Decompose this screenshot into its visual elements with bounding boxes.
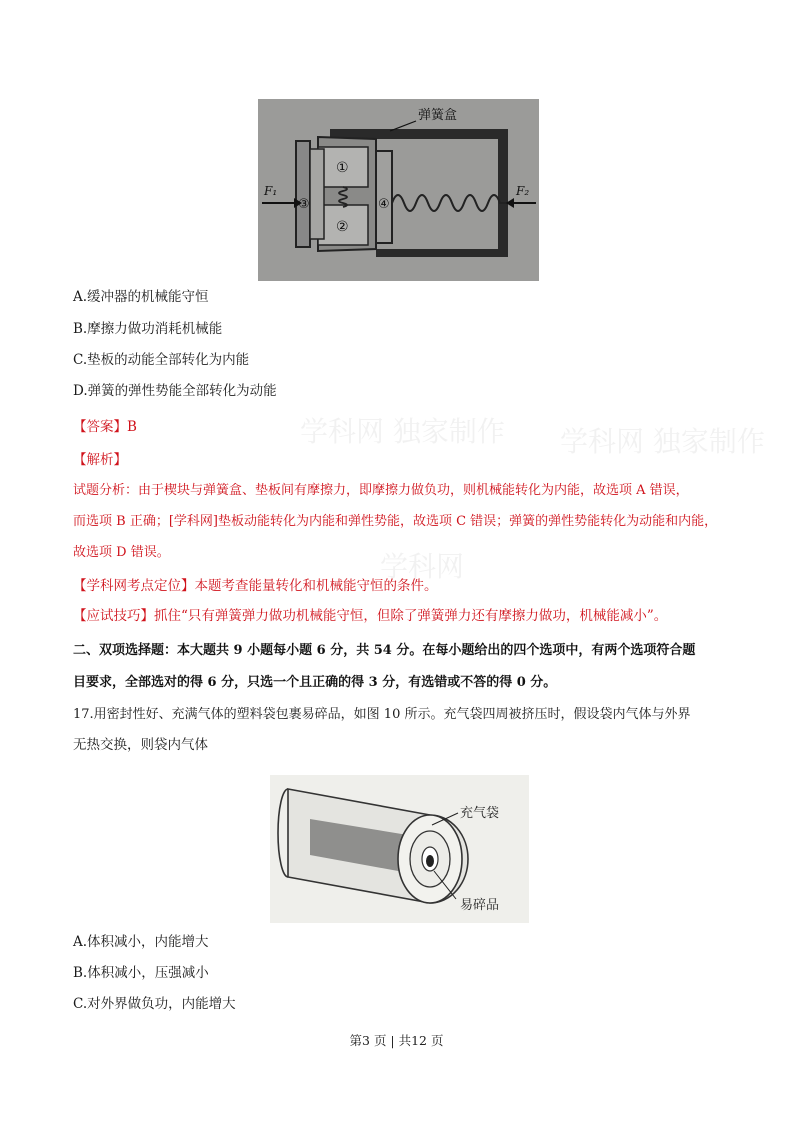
label-part-1: ① xyxy=(336,160,349,176)
analysis-line-1: 试题分析：由于楔块与弹簧盒、垫板间有摩擦力，即摩擦力做负功，则机械能转化为内能，故选项 A 错误， xyxy=(73,483,689,498)
answer-value: B xyxy=(127,419,137,435)
q16-option-d: D.弹簧的弹性势能全部转化为动能 xyxy=(73,383,277,399)
section2-line-1: 二、双项选择题：本大题共 9 小题每小题 6 分，共 54 分。在每小题给出的四个选项中，有两个选项符合题 xyxy=(73,643,696,658)
label-f2: F₂ xyxy=(516,184,530,198)
label-part-2: ② xyxy=(336,219,349,235)
jiqiao-text: 抓住“只有弹簧弹力做功机械能守恒，但除了弹簧弹力还有摩擦力做功，机械能减小”。 xyxy=(154,608,668,624)
air-bag-diagram xyxy=(270,775,529,923)
label-spring-box: 弹簧盒 xyxy=(418,108,458,123)
analysis-line-2: 而选项 B 正确；[学科网]垫板动能转化为内能和弹性势能，故选项 C 错误；弹簧的弹性势能转化为动能和内能， xyxy=(73,514,718,529)
jiqiao-line xyxy=(73,607,667,625)
q17-option-a: A.体积减小，内能增大 xyxy=(73,934,209,950)
figure-spring-buffer xyxy=(258,99,539,281)
q16-option-a: A.缓冲器的机械能守恒 xyxy=(73,289,209,305)
q17-option-b: B.体积减小，压强减小 xyxy=(73,965,209,981)
label-part-4: ④ xyxy=(378,197,390,212)
answer-line xyxy=(73,418,137,436)
watermark: 学科网 独家制作 xyxy=(300,415,505,448)
spring-buffer-diagram xyxy=(258,99,539,281)
label-fragile-item: 易碎品 xyxy=(460,898,500,913)
figure-air-bag xyxy=(270,775,529,923)
answer-label: 【答案】 xyxy=(73,419,127,435)
kaodian-line xyxy=(73,577,438,595)
watermark: 学科网 独家制作 xyxy=(560,425,765,458)
q17-stem-line-1: 17.用密封性好、充满气体的塑料袋包裹易碎品，如图 10 所示。充气袋四周被挤压时，假设袋内气体与外界 xyxy=(73,707,691,722)
analysis-label: 【解析】 xyxy=(73,452,127,468)
label-air-bag: 充气袋 xyxy=(460,806,500,821)
q17-stem-line-2: 无热交换，则袋内气体 xyxy=(73,737,208,753)
label-f1: F₁ xyxy=(264,184,278,198)
section2-line-2: 目要求，全部选对的得 6 分，只选一个且正确的得 3 分，有选错或不答的得 0 分。 xyxy=(73,675,557,690)
watermark: 学科网 xyxy=(380,550,465,583)
kaodian-label: 【学科网考点定位】 xyxy=(73,578,195,594)
label-part-3: ③ xyxy=(298,197,310,212)
kaodian-text: 本题考查能量转化和机械能守恒的条件。 xyxy=(194,578,438,594)
analysis-line-3: 故选项 D 错误。 xyxy=(73,545,170,560)
q16-option-c: C.垫板的动能全部转化为内能 xyxy=(73,352,250,368)
q16-option-b: B.摩擦力做功消耗机械能 xyxy=(73,321,223,337)
jiqiao-label: 【应试技巧】 xyxy=(73,608,154,624)
q17-option-c: C.对外界做负功，内能增大 xyxy=(73,996,236,1012)
page-footer: 第3 页 | 共12 页 xyxy=(349,1033,444,1048)
